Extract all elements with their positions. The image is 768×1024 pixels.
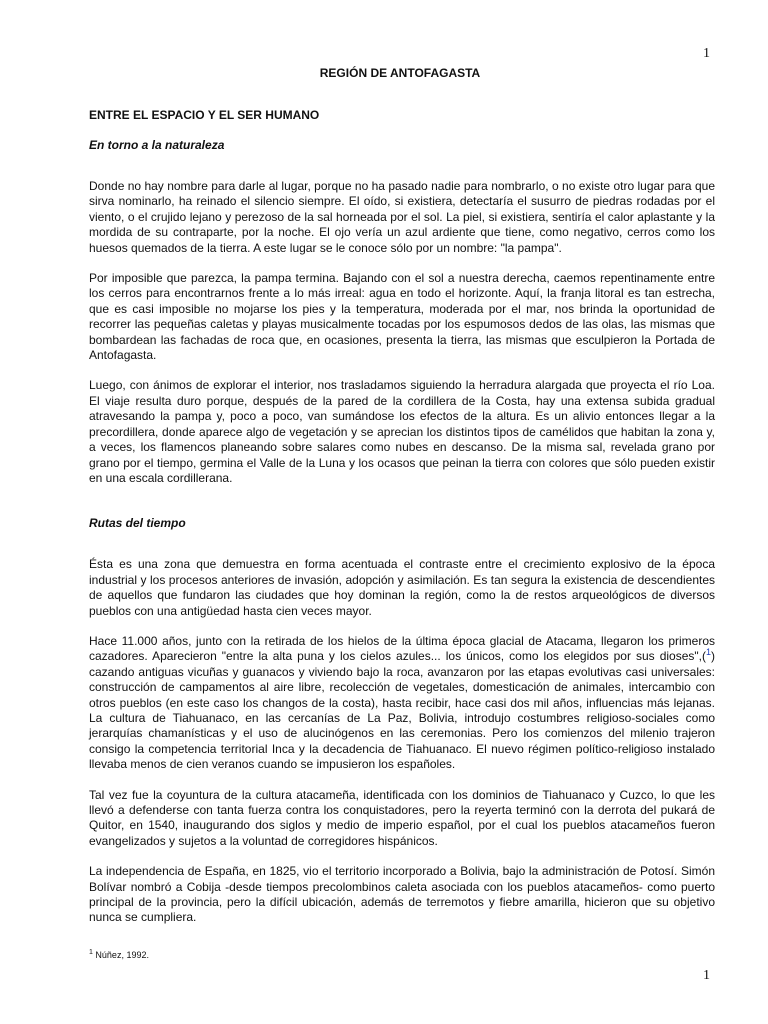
section-heading: ENTRE EL ESPACIO Y EL SER HUMANO	[89, 108, 320, 122]
paragraph: Luego, con ánimos de explorar el interior, nos trasladamos siguiendo la herradura alargada que proyecta el río Loa. El viaje resulta duro porque, después de la pared de la cordillera de la Costa, hay una extensa subida gradual atravesando la pampa y, poco a poco, van sumándose los efectos de la altura. Es un alivio entonces llegar a la precordillera, donde aparece algo de vegetación y se aprecian los distintos tipos de camélidos que habitan la zona y, a veces, los flamencos planeando sobre salares como nubes en descanso. De la misma sal, revelada grano por grano por el tiempo, germina el Valle de la Luna y los ocasos que peinan la tierra con colores que sólo pueden existir en una escala cordillerana.	[89, 378, 715, 485]
page-number-bottom: 1	[703, 968, 710, 983]
paragraph-text: ) cazando antiguas vicuñas y guanacos y viviendo bajo la roca, avanzaron por las etapas evolutivas casi universales: construcción de campamentos al aire libre, recolección de vegetales, domesticación de animales, intercambio con otros pueblos (en este caso los changos de la costa), hasta recibir, hace casi dos mil años, influencias más lejanas. La cultura de Tiahuanaco, en las cercanías de La Paz, Bolivia, introdujo costumbres religioso-sociales como jerarquías chamanísticas y el uso de alucinógenos en las ceremonias. Pero los comienzos del milenio trajeron consigo la competencia territorial Inca y la decadencia de Tiahuanaco. El nuevo régimen político-religioso instalado llevaba menos de cien veranos cuando se impusieron los españoles.	[89, 649, 715, 772]
paragraph: Ésta es una zona que demuestra en forma acentuada el contraste entre el crecimiento explosivo de la época industrial y los procesos anteriores de invasión, adopción y asimilación. Es tan segura la existencia de descendientes de aquellos que fundaron las ciudades que hoy dominan la región, como la de restos arqueológicos de diversos pueblos con una antigüedad hasta cien veces mayor.	[89, 557, 715, 618]
paragraph-text: Hace 11.000 años, junto con la retirada de los hielos de la última época glacial de Atacama, llegaron los primeros cazadores. Aparecieron "entre la alta puna y los cielos azules... los únicos, como los elegidos por sus dioses",(	[89, 633, 715, 664]
paragraph: Tal vez fue la coyuntura de la cultura atacameña, identificada con los dominios de Tiahuanaco y Cuzco, lo que les llevó a defenderse con tanta fuerza contra los conquistadores, pero la reyerta terminó con la derrota del pukará de Quitor, en 1540, inaugurando dos siglos y medio de imperio español, por el cual los pueblos atacameños fueron evangelizados y sujetos a la voluntad de corregidores hispánicos.	[89, 787, 715, 848]
document-title: REGIÓN DE ANTOFAGASTA	[319, 66, 481, 80]
footnote	[89, 949, 149, 960]
document-body	[89, 108, 715, 926]
subheading-naturaleza: En torno a la naturaleza	[89, 138, 225, 152]
paragraph: La independencia de España, en 1825, vio el territorio incorporado a Bolivia, bajo la administración de Potosí. Simón Bolívar nombró a Cobija -desde tiempos precolombinos caleta asociada con los pueblos atacameños- como puerto principal de la provincia, pero la difícil ubicación, además de terremotos y fiebre amarilla, hicieron que su objetivo nunca se cumpliera.	[89, 864, 715, 925]
subheading-rutas: Rutas del tiempo	[89, 516, 186, 531]
footnote-text: Núñez, 1992.	[95, 950, 149, 960]
page-number-top: 1	[703, 46, 710, 61]
paragraph: Donde no hay nombre para darle al lugar, porque no ha pasado nadie para nombrarlo, o no existe otro lugar para que sirva nominarlo, ha reinado el silencio siempre. El oído, si existiera, detectaría el susurro de piedras rodadas por el viento, o el crujido lejano y perezoso de la sal horneada por el sol. La piel, si existiera, sentiría el calor aplastante y la mordida de su contraparte, por la noche. El ojo vería un azul ardiente que tiene, como negativo, cerros como los huesos quemados de la tierra. A este lugar se le conoce sólo por un nombre: "la pampa".	[89, 179, 715, 255]
paragraph: Por imposible que parezca, la pampa termina. Bajando con el sol a nuestra derecha, caemos repentinamente entre los cerros para encontrarnos frente a lo más irreal: agua en todo el horizonte. Aquí, la franja litoral es tan estrecha, que es casi imposible no mojarse los pies y la temperatura, moderada por el mar, nos brinda la oportunidad de recorrer las pequeñas caletas y playas musicalmente tocadas por los espumosos dedos de las olas, las mismas que bombardean las fachadas de roca que, en ocasiones, presenta la tierra, las mismas que esculpieron la Portada de Antofagasta.	[89, 271, 715, 363]
footnote-number: 1	[89, 949, 93, 956]
paragraph-with-footnote	[89, 634, 715, 773]
footnote-link[interactable]: 1	[705, 647, 711, 658]
